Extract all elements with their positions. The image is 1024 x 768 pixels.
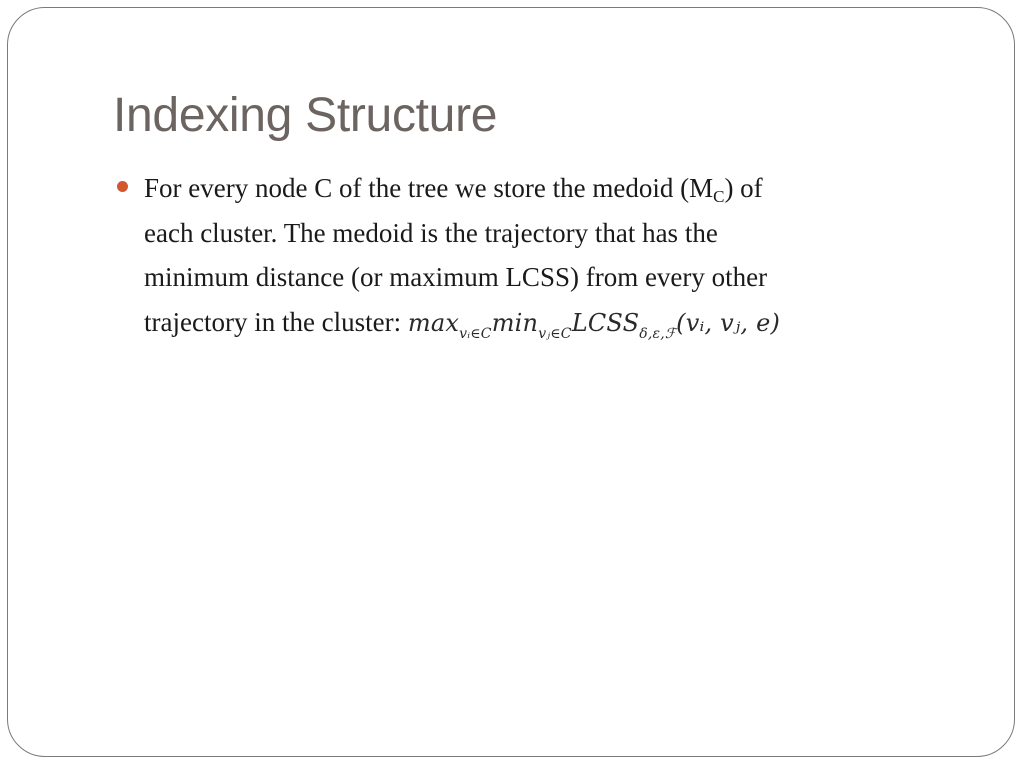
slide-title: Indexing Structure [113, 89, 498, 142]
bullet-line-2: each cluster. The medoid is the trajectory that has the [144, 217, 718, 248]
bullet-line-3: minimum distance (or maximum LCSS) from every other [144, 262, 768, 292]
medoid-formula [407, 308, 781, 342]
bullet-item [117, 166, 957, 345]
medoid-subscript: C [713, 187, 725, 206]
formula-min: min [491, 308, 539, 337]
formula-lcss-subscript: δ,ε,ℱ [639, 325, 677, 342]
bullet-line-1 [144, 166, 957, 211]
formula-max-subscript: vᵢ∈C [459, 325, 492, 342]
line4-text: trajectory in the cluster: [144, 306, 402, 337]
bullet-list [117, 166, 957, 345]
bullet-line-4 [144, 300, 957, 346]
line1-pre: For every node C of the tree we store the medoid (M [144, 173, 714, 203]
formula-args: (vᵢ, vⱼ, e) [676, 308, 781, 337]
formula-min-subscript: vⱼ∈C [538, 325, 572, 342]
formula-max: max [407, 308, 460, 337]
formula-lcss: LCSS [571, 308, 640, 337]
line1-post: ) of [724, 173, 763, 203]
bullet-dot-icon [117, 181, 128, 192]
